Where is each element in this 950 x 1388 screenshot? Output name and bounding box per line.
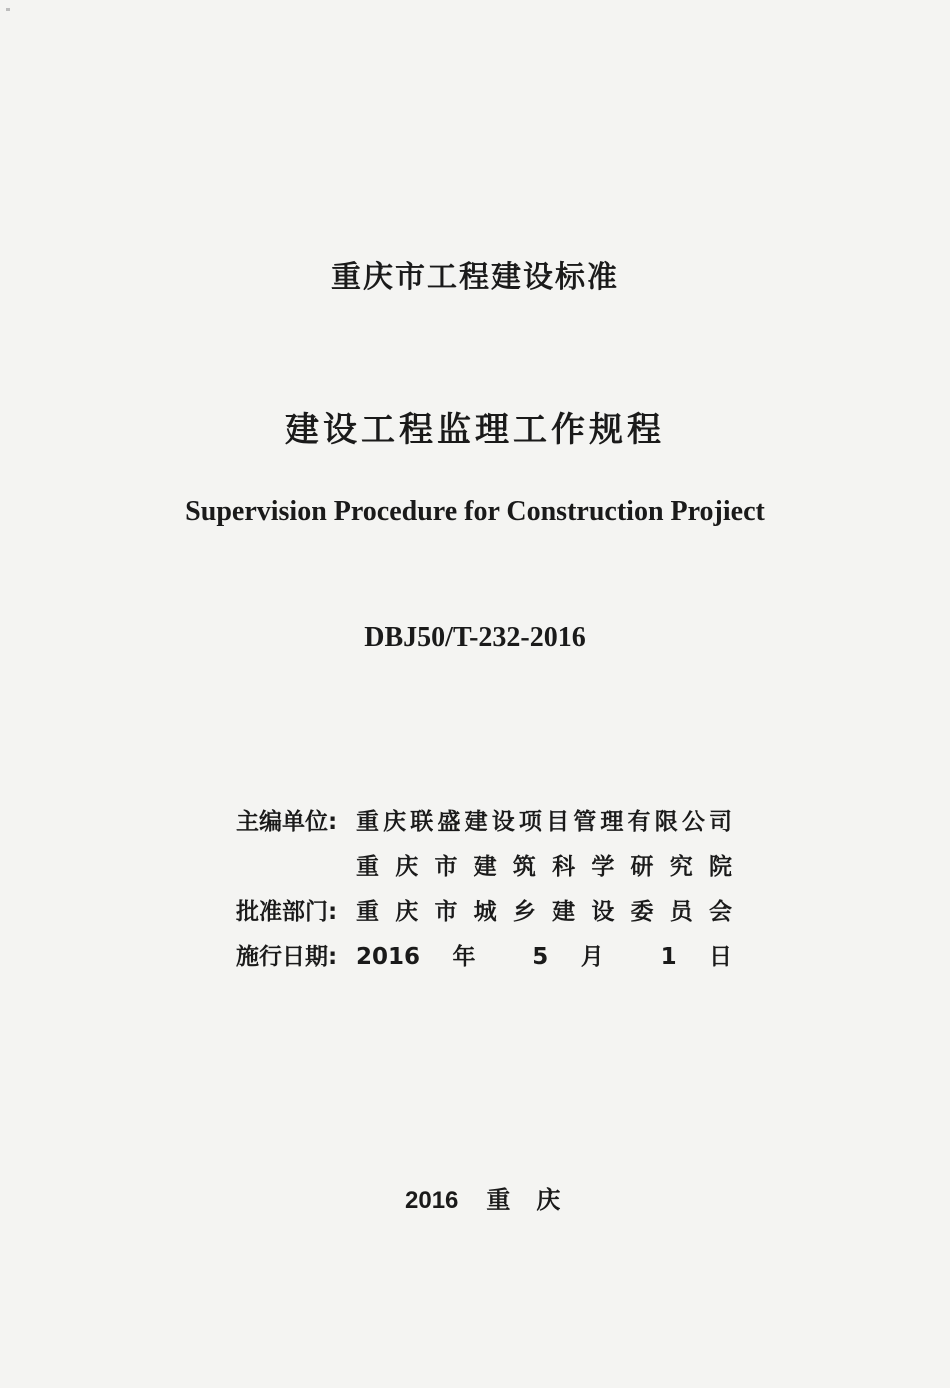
date-year: 2016	[356, 944, 421, 970]
editor-label: 主编单位:	[236, 809, 338, 835]
editor-row	[236, 803, 736, 835]
english-title: Supervision Procedure for Construction Projiect	[185, 496, 765, 527]
publication-city: 重庆	[486, 1186, 587, 1214]
publication-footer	[405, 1180, 586, 1215]
editor-value-secondary: 重庆市建筑科学研究院	[356, 854, 732, 880]
effective-date-row	[236, 938, 736, 970]
date-month-unit: 月	[580, 944, 629, 970]
standard-code: DBJ50/T-232-2016	[364, 622, 586, 653]
main-title: 建设工程监理工作规程	[285, 410, 665, 450]
date-day: 1	[660, 944, 677, 970]
editor-row-secondary	[236, 848, 736, 880]
date-day-unit: 日	[709, 944, 732, 970]
publication-year: 2016	[405, 1187, 459, 1214]
editor-value-primary: 重庆联盛建设项目管理有限公司	[356, 809, 732, 835]
effective-date-label: 施行日期:	[236, 944, 338, 970]
date-month: 5	[532, 944, 549, 970]
effective-date-value	[356, 938, 732, 971]
date-year-unit: 年	[452, 944, 500, 970]
series-title: 重庆市工程建设标准	[331, 260, 619, 295]
approval-row	[236, 893, 736, 925]
approval-value: 重庆市城乡建设委员会	[356, 899, 732, 925]
scan-speck	[6, 8, 10, 11]
approval-label: 批准部门:	[236, 899, 338, 925]
